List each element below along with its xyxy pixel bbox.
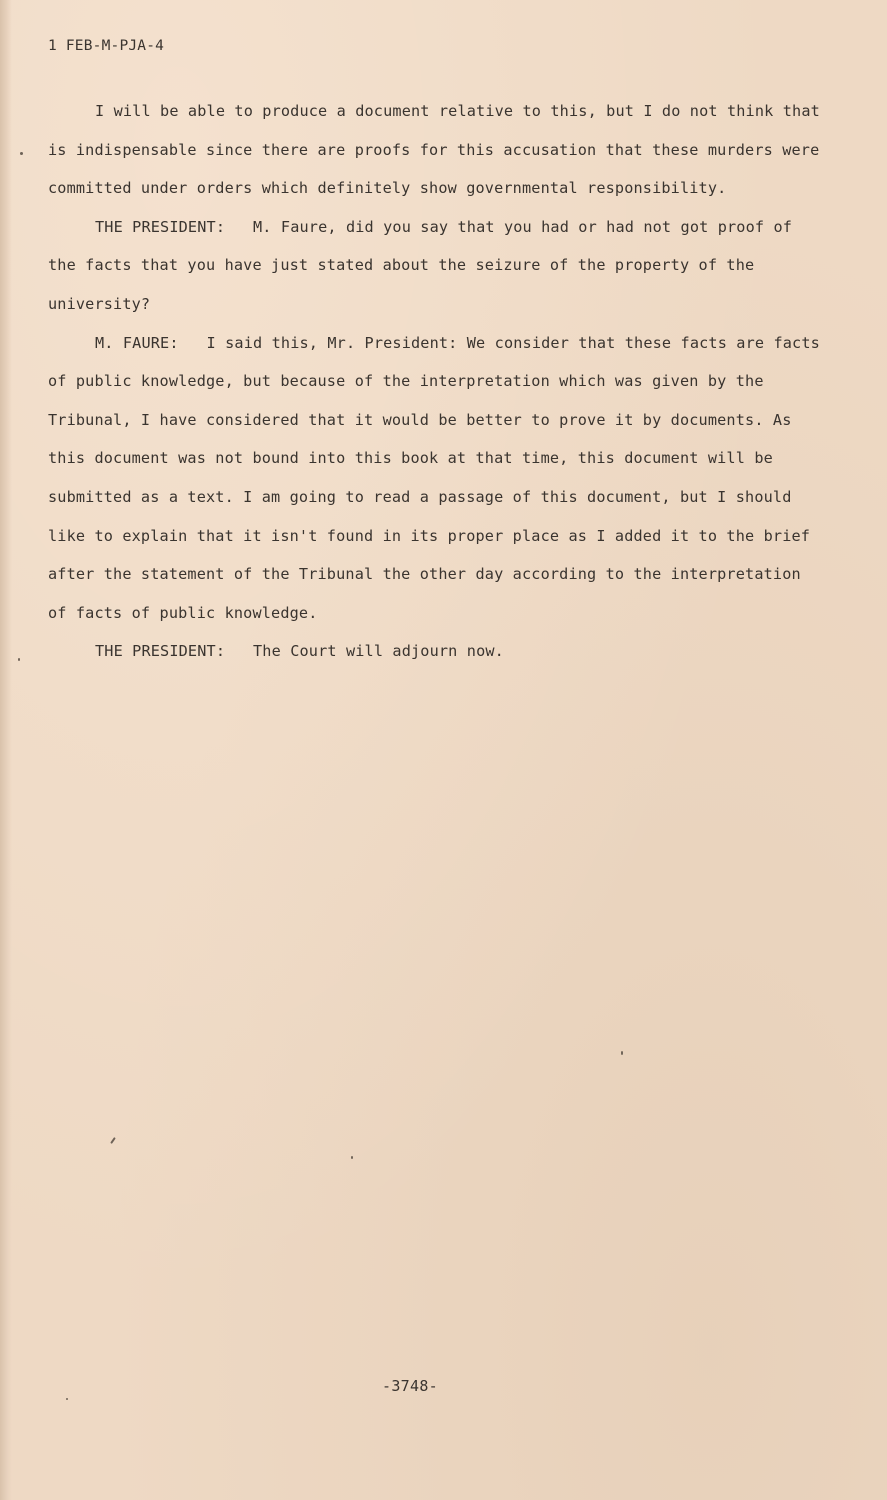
paper-speck	[66, 1398, 68, 1400]
paper-speck	[110, 1137, 116, 1144]
paragraph-1	[48, 92, 828, 208]
page-identifier: 1 FEB-M-PJA-4	[48, 38, 165, 54]
paragraph-3-text: I said this, Mr. President: We consider that these facts are facts of public knowledge, but because of the interpretation which was given by the Tribunal, I have considered that it would be better to prove it by documents. As this document was not bound into this book at that time, this document will be submitted as a text. I am going to read a passage of this document, but I should like to explain that it isn't found in its proper place as I added it to the brief after the statement of the Tribunal the other day according to the interpretation of facts of public knowledge.	[48, 333, 820, 622]
paragraph-4-text: The Court will adjourn now.	[253, 642, 504, 661]
paper-speck	[621, 1051, 623, 1055]
paragraph-3-speaker: M. FAURE:	[95, 333, 179, 352]
paragraph-4-speaker: THE PRESIDENT:	[95, 642, 226, 661]
transcript-body	[48, 92, 828, 671]
paper-edge	[0, 0, 12, 1500]
paragraph-4	[48, 632, 828, 671]
paragraph-2-speaker: THE PRESIDENT:	[95, 217, 226, 236]
paragraph-2-text: M. Faure, did you say that you had or had not got proof of the facts that you have just stated about the seizure of the property of the university?	[48, 217, 793, 313]
page-number: -3748-	[382, 1377, 438, 1395]
paragraph-3	[48, 324, 828, 633]
paper-speck	[20, 152, 23, 155]
paragraph-2	[48, 208, 828, 324]
paragraph-1-text: I will be able to produce a document relative to this, but I do not think that is indispensable since there are proofs for this accusation that these murders were committed under orders which definitely show governmental responsibility.	[48, 102, 820, 198]
paper-speck	[18, 658, 20, 661]
paper-speck	[351, 1156, 353, 1159]
